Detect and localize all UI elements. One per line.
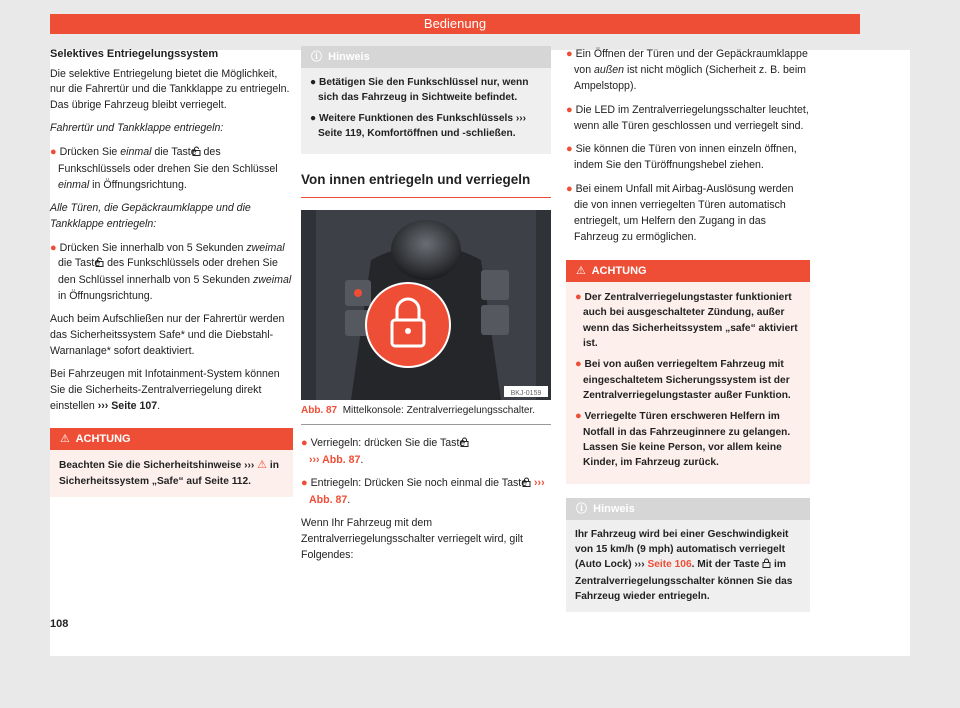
paragraph: Wenn Ihr Fahrzeug mit dem Zentralverriegelungsschalter verriegelt wird, gilt Folgendes: (301, 517, 523, 561)
subheading-driver-door: Fahrertür und Tankklappe entriegeln: (50, 122, 224, 135)
list-item: ● Drücken Sie einmal die Taste des Funkschlüssels oder drehen Sie den Schlüssel einmal in Öffnungsrichtung. (50, 146, 278, 191)
bullet-icon: ● (575, 358, 582, 371)
list-item: ● Betätigen Sie den Funkschlüssel nur, wenn sich das Fahrzeug in Sichtweite befindet. (310, 77, 529, 104)
note-box (301, 46, 551, 154)
figure-link[interactable]: ››› Abb. 87 (309, 477, 545, 507)
list-item: ● Drücken Sie innerhalb von 5 Sekunden zweimal die Taste des Funkschlüssels oder drehen Sie den Schlüssel innerhalb von 5 Sekunden zweimal in Öffnungsrichtung. (50, 241, 292, 303)
section-title: Von innen entriegeln und verriegeln (301, 164, 551, 198)
bullet-icon: ● (575, 410, 582, 423)
column-2 (301, 46, 551, 571)
page-link[interactable]: ››› Seite 107 (97, 399, 158, 412)
warning-triangle-icon: ⚠ (576, 264, 586, 277)
note-body (301, 68, 551, 154)
list-item: ● Weitere Funktionen des Funkschlüssels ››› Seite 119, Komfortöffnen und -schließen. (310, 112, 526, 139)
bullet-icon: ● (566, 48, 573, 60)
figure-link[interactable]: ››› Abb. 87 (309, 453, 361, 466)
warning-header: ⚠ ACHTUNG (50, 428, 293, 450)
lock-icon (530, 477, 531, 493)
warning-triangle-icon: ⚠ (60, 433, 70, 446)
note-header: ⓘ Hinweis (301, 46, 551, 68)
note-body: Ihr Fahrzeug wird bei einer Geschwindigkeit von 15 km/h (9 mph) automatisch verriegelt (Auto Lock) ››› Seite 106. Mit der Taste im Zentralverriegelungsschalter können Sie das Fahrzeug wieder entriegeln. (575, 528, 793, 602)
bullet-icon: ● (310, 77, 317, 88)
list-item: ● Die LED im Zentralverriegelungsschalter leuchtet, wenn alle Türen geschlossen und verriegelt sind. (566, 103, 809, 132)
lock-icon (468, 437, 469, 453)
note-header: ⓘ Hinweis (566, 498, 810, 520)
bullet-icon: ● (310, 112, 317, 124)
warning-box (50, 428, 293, 497)
list-item: ● Sie können die Türen von innen einzeln öffnen, indem Sie den Türöffnungshebel ziehen. (566, 143, 797, 172)
warning-body: Beachten Sie die Sicherheitshinweise ››› ⚠ in Sicherheitssystem „Safe“ auf Seite 112. (59, 459, 279, 487)
column-3 (566, 46, 810, 622)
section-heading: Selektives Entriegelungssystem (50, 48, 219, 60)
page-link[interactable]: Seite 106 (647, 559, 692, 571)
paragraph: Bei Fahrzeugen mit Infotainment-System können Sie die Sicherheits-Zentralverriegelung direkt einstellen ››› Seite 107. (50, 367, 280, 412)
warning-triangle-icon: ⚠ (257, 459, 268, 472)
lock-icon (762, 558, 771, 573)
bullet-icon: ● (50, 146, 57, 159)
bullet-icon: ● (301, 477, 308, 490)
info-icon: ⓘ (311, 51, 322, 63)
list-item: ● Der Zentralverriegelungstaster funktioniert auch bei ausgeschalteter Zündung, außer wenn das Sicherheitssystem „safe“ aktiviert ist. (575, 290, 798, 349)
bullet-icon: ● (575, 290, 582, 303)
figure-caption: Abb. 87 Mittelkonsole: Zentralverriegelungsschalter. (301, 400, 551, 425)
center-console-illustration (301, 210, 551, 400)
warning-header: ⚠ ACHTUNG (566, 260, 810, 282)
bullet-icon: ● (566, 103, 573, 116)
list-item: ● Bei einem Unfall mit Airbag-Auslösung werden die von innen verriegelten Türen automatisch entriegelt, um Helfern den Zugang in das Fahrzeug zu ermöglichen. (566, 183, 794, 243)
warning-box (566, 260, 810, 484)
list-item: ● Ein Öffnen der Türen und der Gepäckraumklappe von außen ist nicht möglich (Sicherheit z. B. beim Ampelstopp). (566, 48, 808, 92)
list-item: ● Entriegeln: Drücken Sie noch einmal die Taste ››› Abb. 87. (301, 477, 545, 507)
bullet-icon: ● (566, 143, 573, 156)
info-icon: ⓘ (576, 502, 587, 515)
bullet-icon: ● (50, 241, 57, 254)
subheading-all-doors: Alle Türen, die Gepäckraumklappe und die Tankklappe entriegeln: (50, 201, 251, 230)
note-box (566, 498, 810, 612)
list-item: ● Verriegeln: drücken Sie die Taste ››› Abb. 87. (301, 436, 469, 466)
bullet-icon: ● (301, 436, 308, 449)
bullet-icon: ● (566, 183, 573, 196)
intro-paragraph: Die selektive Entriegelung bietet die Möglichkeit, nur die Fahrertür und die Tankklappe zu entriegeln. Das übrige Fahrzeug bleibt verriegelt. (50, 67, 290, 112)
figure-code: BKJ-0159 (510, 390, 542, 398)
column-1 (50, 46, 293, 507)
list-item: ● Bei von außen verriegeltem Fahrzeug mit eingeschaltetem Sicherungssystem ist der Zentralverriegelungstaster außer Funktion. (575, 358, 791, 401)
warning-body (566, 282, 810, 484)
center-console-figure (301, 210, 551, 400)
page-number: 108 (50, 618, 69, 630)
list-item: ● Verriegelte Türen erschweren Helfern im Notfall in das Fahrzeuginnere zu gelangen. Lassen Sie keine Person, vor allem keine Kinder, im Fahrzeug zurück. (575, 410, 791, 469)
page-header: Bedienung (50, 14, 860, 34)
paragraph: Auch beim Aufschließen nur der Fahrertür werden das Sicherheitssystem Safe* und die Diebstahl-Warnanlage* sofort deaktiviert. (50, 313, 285, 357)
